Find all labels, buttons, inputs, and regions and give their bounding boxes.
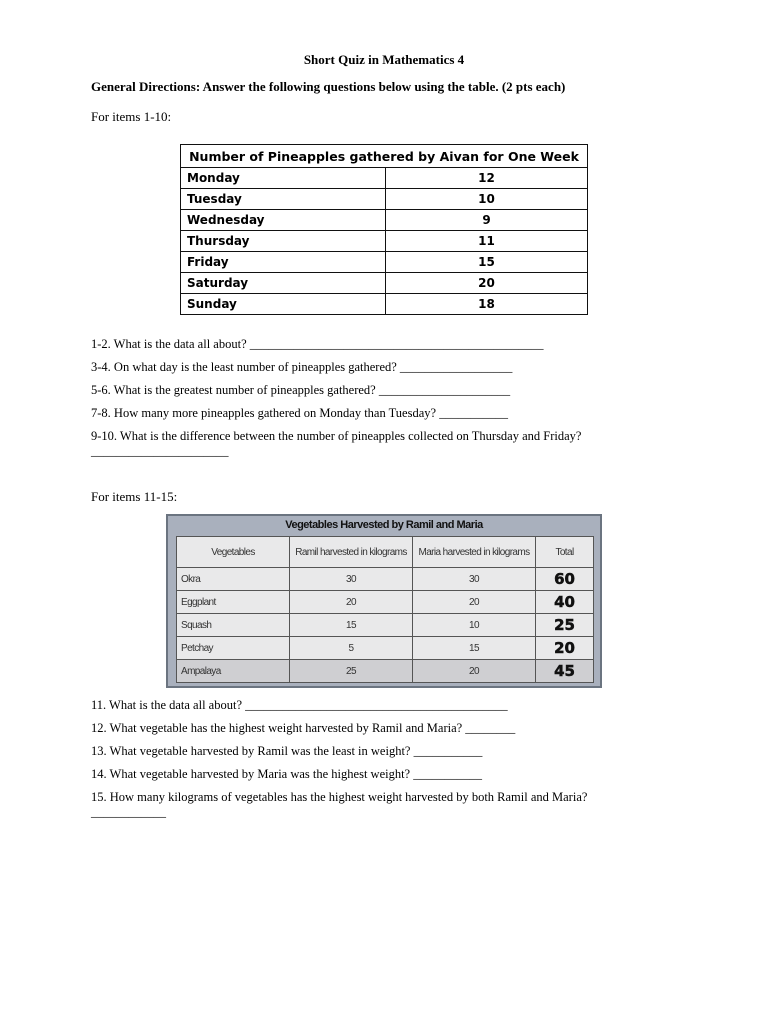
total-cell: 25 xyxy=(536,614,594,637)
header-maria: Maria harvested in kilograms xyxy=(413,537,536,568)
question-1-2: 1-2. What is the data all about? _______________________________________________ xyxy=(91,337,544,351)
table-row xyxy=(181,252,588,273)
maria-cell: 15 xyxy=(413,637,536,660)
table-row xyxy=(181,210,588,231)
count-cell: 15 xyxy=(386,252,588,273)
count-cell: 9 xyxy=(386,210,588,231)
ramil-cell: 15 xyxy=(290,614,413,637)
table-row xyxy=(177,591,594,614)
count-cell: 18 xyxy=(386,294,588,315)
ramil-cell: 25 xyxy=(290,660,413,683)
count-cell: 12 xyxy=(386,168,588,189)
header-vegetables: Vegetables xyxy=(177,537,290,568)
day-cell: Saturday xyxy=(181,273,386,294)
veg-cell: Squash xyxy=(177,614,290,637)
day-cell: Sunday xyxy=(181,294,386,315)
general-directions: General Directions: Answer the following questions below using the table. (2 pts each) xyxy=(91,79,566,94)
question-3-4: 3-4. On what day is the least number of pineapples gathered? __________________ xyxy=(91,360,513,374)
header-ramil: Ramil harvested in kilograms xyxy=(290,537,413,568)
table-row xyxy=(181,189,588,210)
table-row xyxy=(177,568,594,591)
section2-label: For items 11-15: xyxy=(91,489,178,504)
question-7-8: 7-8. How many more pineapples gathered on Monday than Tuesday? ___________ xyxy=(91,406,508,420)
table-row xyxy=(181,168,588,189)
total-cell: 40 xyxy=(536,591,594,614)
maria-cell: 20 xyxy=(413,591,536,614)
section1-label: For items 1-10: xyxy=(91,109,172,124)
veg-cell: Okra xyxy=(177,568,290,591)
veg-cell: Eggplant xyxy=(177,591,290,614)
vegetables-table-title: Vegetables Harvested by Ramil and Maria xyxy=(285,519,483,531)
day-cell: Monday xyxy=(181,168,386,189)
veg-cell: Petchay xyxy=(177,637,290,660)
question-12: 12. What vegetable has the highest weight harvested by Ramil and Maria? ________ xyxy=(91,721,516,735)
day-cell: Friday xyxy=(181,252,386,273)
question-11: 11. What is the data all about? __________________________________________ xyxy=(91,698,508,712)
ramil-cell: 20 xyxy=(290,591,413,614)
question-5-6: 5-6. What is the greatest number of pineapples gathered? _____________________ xyxy=(91,383,511,397)
question-15: 15. How many kilograms of vegetables has the highest weight harvested by both Ramil and Maria? ____________ xyxy=(91,790,588,819)
pineapple-table xyxy=(180,144,588,315)
table-row xyxy=(177,660,594,683)
maria-cell: 30 xyxy=(413,568,536,591)
header-total: Total xyxy=(536,537,594,568)
pineapple-table-title: Number of Pineapples gathered by Aivan for One Week xyxy=(181,145,588,168)
count-cell: 10 xyxy=(386,189,588,210)
total-cell: 60 xyxy=(536,568,594,591)
ramil-cell: 5 xyxy=(290,637,413,660)
question-9-10: 9-10. What is the difference between the number of pineapples collected on Thursday and Friday? ______________________ xyxy=(91,429,582,458)
table-row xyxy=(177,614,594,637)
maria-cell: 10 xyxy=(413,614,536,637)
table-row xyxy=(181,294,588,315)
count-cell: 20 xyxy=(386,273,588,294)
table-row xyxy=(177,637,594,660)
vegetables-table xyxy=(176,536,594,683)
page-title: Short Quiz in Mathematics 4 xyxy=(303,52,465,67)
day-cell: Thursday xyxy=(181,231,386,252)
question-13: 13. What vegetable harvested by Ramil was the least in weight? ___________ xyxy=(91,744,483,758)
count-cell: 11 xyxy=(386,231,588,252)
total-cell: 45 xyxy=(536,660,594,683)
maria-cell: 20 xyxy=(413,660,536,683)
question-14: 14. What vegetable harvested by Maria was the highest weight? ___________ xyxy=(91,767,482,781)
table-row xyxy=(181,273,588,294)
total-cell: 20 xyxy=(536,637,594,660)
veg-cell: Ampalaya xyxy=(177,660,290,683)
day-cell: Tuesday xyxy=(181,189,386,210)
vegetables-table-image xyxy=(166,514,602,688)
ramil-cell: 30 xyxy=(290,568,413,591)
table-row xyxy=(181,231,588,252)
day-cell: Wednesday xyxy=(181,210,386,231)
